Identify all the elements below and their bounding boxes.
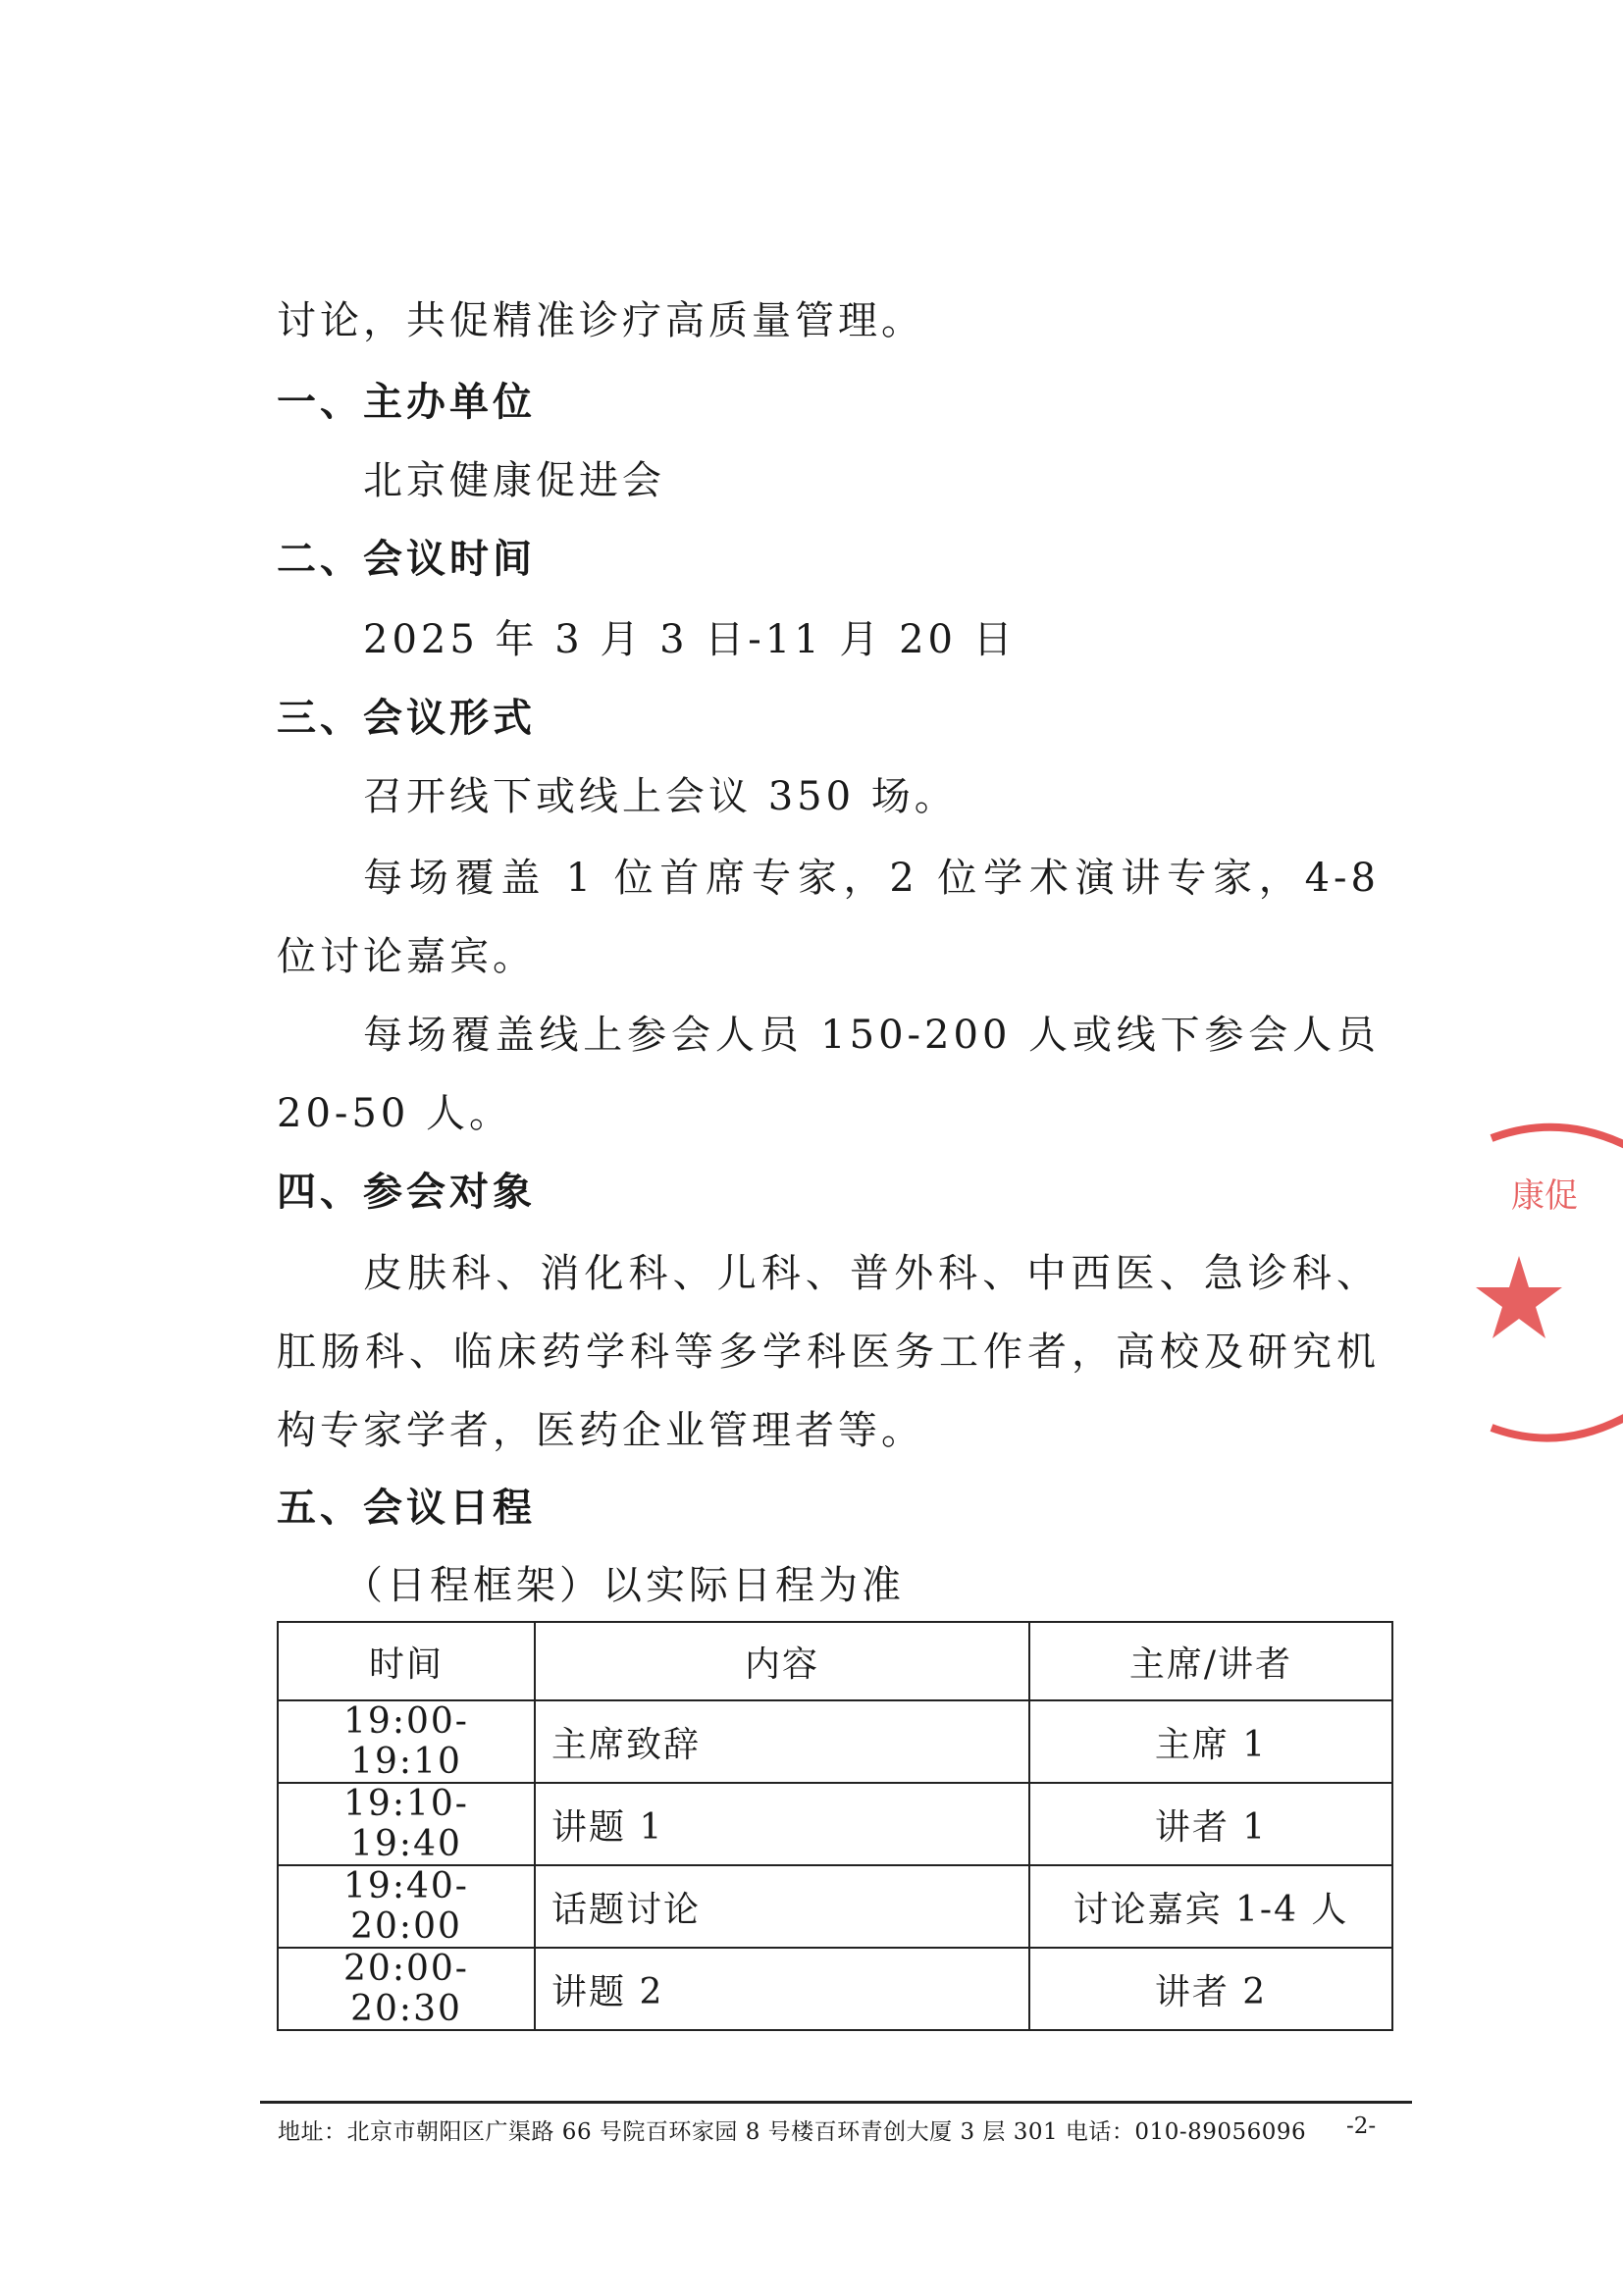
agenda-row [278,1865,1392,1948]
agenda-note: （日程框架）以实际日程为准 [343,1563,905,1608]
column-header-time: 时间 [278,1622,535,1700]
footer-address: 地址：北京市朝阳区广渠路 66 号院百环家园 8 号楼百环青创大厦 3 层 301 电话：010-89056096 [278,2119,1307,2145]
meeting-dates: 2025 年 3 月 3 日-11 月 20 日 [363,617,1017,662]
section-heading-agenda: 五、会议日程 [277,1486,536,1531]
section-heading-organizer: 一、主办单位 [277,380,536,425]
agenda-speaker-cell: 主席 1 [1029,1700,1392,1783]
agenda-speaker-cell: 讲者 2 [1029,1948,1392,2030]
column-header-speaker: 主席/讲者 [1029,1622,1392,1700]
intro-tail-text: 讨论，共促精准诊疗高质量管理。 [277,298,924,343]
footer-rule [260,2101,1412,2104]
agenda-time-cell: 19:10-19:40 [278,1783,535,1865]
svg-text:康促: 康促 [1511,1176,1578,1216]
seal-icon [1452,1119,1623,1452]
section-heading-audience: 四、参会对象 [277,1170,536,1215]
agenda-time-cell: 19:40-20:00 [278,1865,535,1948]
agenda-content-cell: 主席致辞 [535,1700,1029,1783]
agenda-table [277,1621,1393,2031]
format-paragraph-1: 召开线下或线上会议 350 场。 [363,774,958,819]
agenda-row [278,1948,1392,2030]
agenda-speaker-cell: 讨论嘉宾 1-4 人 [1029,1865,1392,1948]
agenda-row [278,1783,1392,1865]
section-heading-format: 三、会议形式 [277,696,536,741]
agenda-row [278,1700,1392,1783]
format-paragraph-2: 每场覆盖 1 位首席专家，2 位学术演讲专家，4-8 位讨论嘉宾。 [277,856,1380,979]
agenda-header-row [278,1622,1392,1700]
agenda-time-cell: 20:00-20:30 [278,1948,535,2030]
agenda-content-cell: 讲题 2 [535,1948,1029,2030]
agenda-content-cell: 讲题 1 [535,1783,1029,1865]
format-paragraph-3: 每场覆盖线上参会人员 150-200 人或线下参会人员 20-50 人。 [277,1013,1380,1136]
page-number: -2- [1346,2113,1377,2139]
agenda-time-cell: 19:00-19:10 [278,1700,535,1783]
agenda-speaker-cell: 讲者 1 [1029,1783,1392,1865]
agenda-content-cell: 话题讨论 [535,1865,1029,1948]
column-header-content: 内容 [535,1622,1029,1700]
organizer-name: 北京健康促进会 [363,458,665,503]
official-seal-stamp [1452,1119,1623,1452]
section-heading-time: 二、会议时间 [277,537,536,582]
audience-paragraph: 皮肤科、消化科、儿科、普外科、中西医、急诊科、肛肠科、临床药学科等多学科医务工作者，高校及研究机构专家学者，医药企业管理者等。 [277,1251,1380,1453]
